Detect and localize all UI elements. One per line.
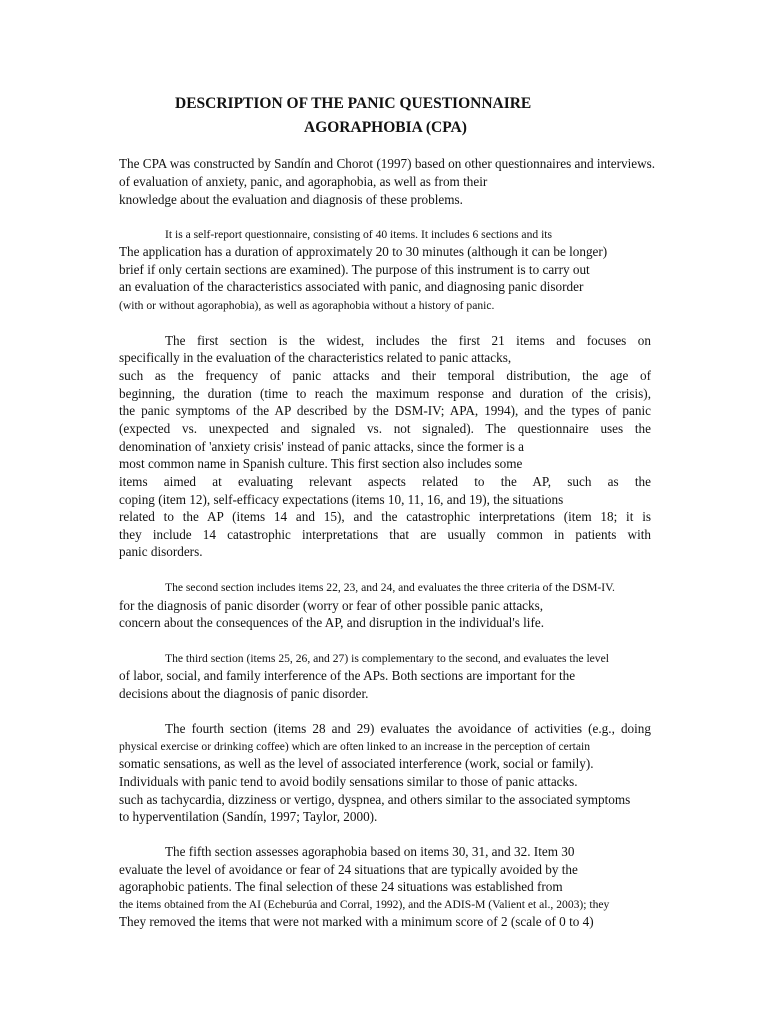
text-line: the items obtained from the AI (Echeburúa and Corral, 1992), and the ADIS-M (Valient et al., 2003); they: [119, 898, 610, 911]
text-line: to hyperventilation (Sandín, 1997; Taylor, 2000).: [119, 809, 378, 824]
document-title-line-1: DESCRIPTION OF THE PANIC QUESTIONNAIRE: [175, 95, 532, 112]
text-line: for the diagnosis of panic disorder (worry or fear of other possible panic attacks,: [119, 598, 544, 613]
text-line: The third section (items 25, 26, and 27) is complementary to the second, and evaluates the level: [165, 652, 609, 665]
text-line: The fifth section assesses agoraphobia based on items 30, 31, and 32. Item 30: [165, 844, 575, 859]
text-line: The second section includes items 22, 23, and 24, and evaluates the three criteria of the DSM-IV.: [165, 581, 615, 594]
text-line: somatic sensations, as well as the level of associated interference (work, social or family).: [119, 756, 594, 771]
text-line: knowledge about the evaluation and diagnosis of these problems.: [119, 192, 463, 207]
text-line: (expected vs. unexpected and signaled vs. not signaled). The questionnaire uses the: [119, 421, 651, 436]
text-line: brief if only certain sections are examined). The purpose of this instrument is to carry out: [119, 262, 590, 277]
text-line: The fourth section (items 28 and 29) evaluates the avoidance of activities (e.g., doing: [165, 721, 651, 736]
text-line: the panic symptoms of the AP described by the DSM-IV; APA, 1994), and the types of panic: [119, 403, 651, 418]
text-line: such as the frequency of panic attacks and their temporal distribution, the age of: [119, 368, 651, 383]
text-line: Individuals with panic tend to avoid bodily sensations similar to those of panic attacks.: [119, 774, 578, 789]
text-line: agoraphobic patients. The final selection of these 24 situations was established from: [119, 879, 563, 894]
text-line: panic disorders.: [119, 544, 203, 559]
text-line: an evaluation of the characteristics associated with panic, and diagnosing panic disorder: [119, 279, 584, 294]
text-line: The application has a duration of approximately 20 to 30 minutes (although it can be longer): [119, 244, 608, 259]
text-line: physical exercise or drinking coffee) which are often linked to an increase in the perception of certain: [119, 740, 591, 753]
text-line: such as tachycardia, dizziness or vertigo, dyspnea, and others similar to the associated symptoms: [119, 792, 631, 807]
text-line: denomination of 'anxiety crisis' instead of panic attacks, since the former is a: [119, 439, 525, 454]
text-line: most common name in Spanish culture. This first section also includes some: [119, 456, 523, 471]
text-line: The first section is the widest, includes the first 21 items and focuses on: [165, 333, 651, 348]
text-line: specifically in the evaluation of the characteristics related to panic attacks,: [119, 350, 512, 365]
text-line: of evaluation of anxiety, panic, and agoraphobia, as well as from their: [119, 174, 488, 189]
text-line: decisions about the diagnosis of panic disorder.: [119, 686, 369, 701]
text-line: of labor, social, and family interference of the APs. Both sections are important for the: [119, 668, 576, 683]
text-line: beginning, the duration (time to reach the maximum response and duration of the crisis),: [119, 386, 651, 401]
text-line: concern about the consequences of the AP, and disruption in the individual's life.: [119, 615, 545, 630]
document-title-line-2: AGORAPHOBIA (CPA): [304, 119, 467, 136]
text-line: They removed the items that were not marked with a minimum score of 2 (scale of 0 to 4): [119, 914, 594, 929]
text-line: The CPA was constructed by Sandín and Chorot (1997) based on other questionnaires and interviews.: [119, 156, 656, 171]
text-line: (with or without agoraphobia), as well as agoraphobia without a history of panic.: [119, 299, 495, 312]
text-line: related to the AP (items 14 and 15), and the catastrophic interpretations (item 18; it is: [119, 509, 651, 524]
text-line: items aimed at evaluating relevant aspects related to the AP, such as the: [119, 474, 651, 489]
text-line: It is a self-report questionnaire, consisting of 40 items. It includes 6 sections and its: [165, 228, 553, 241]
text-line: coping (item 12), self-efficacy expectations (items 10, 11, 16, and 19), the situations: [119, 492, 564, 507]
text-line: evaluate the level of avoidance or fear of 24 situations that are typically avoided by the: [119, 862, 578, 877]
text-line: they include 14 catastrophic interpretations that are usually common in patients with: [119, 527, 651, 542]
